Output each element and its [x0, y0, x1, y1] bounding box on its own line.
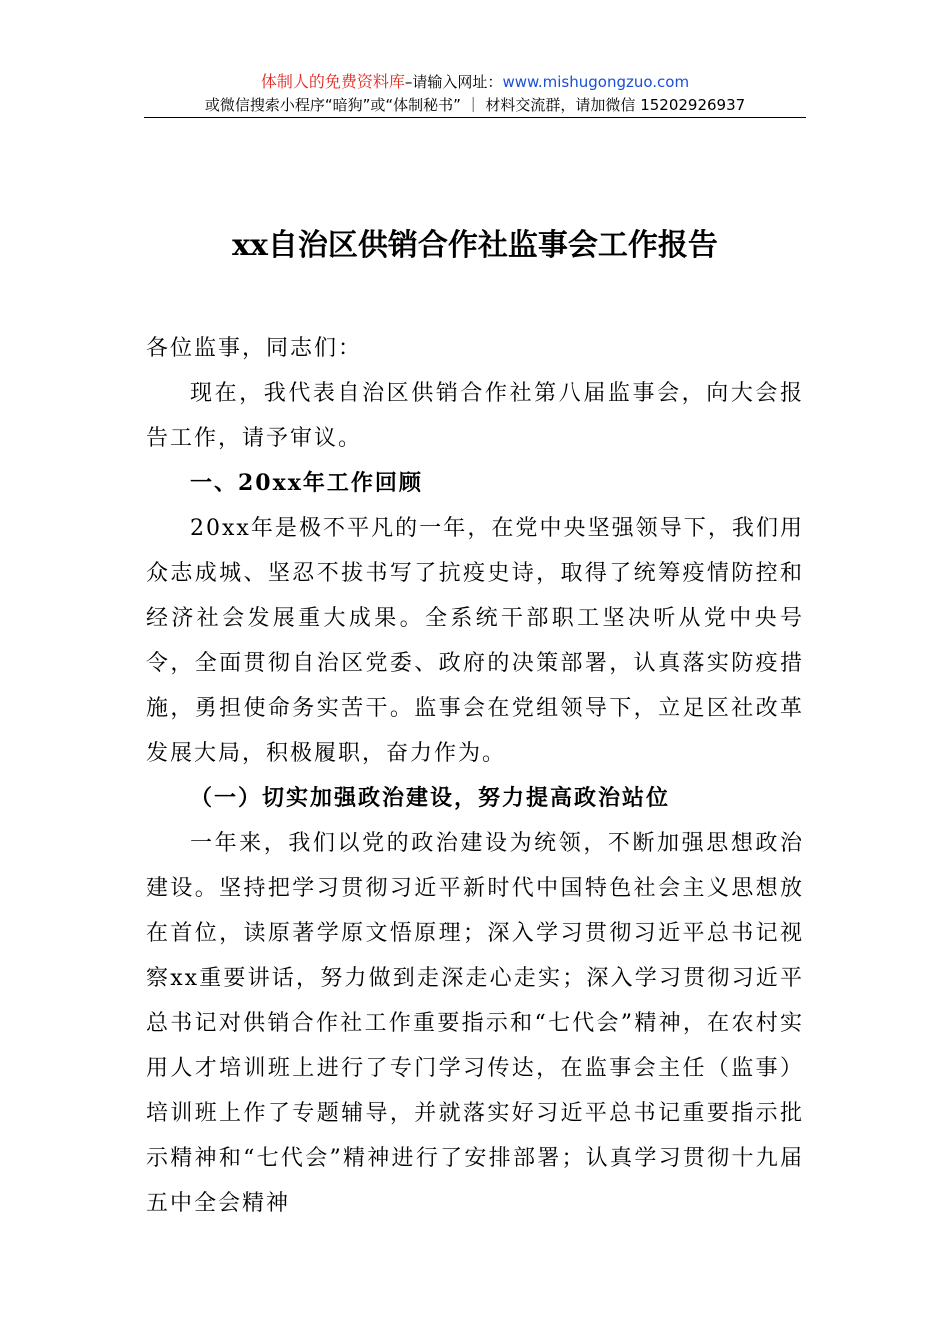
document-body: [146, 326, 804, 1226]
header-url-link[interactable]: www.mishugongzuo.com: [502, 73, 690, 91]
subsection-1-paragraph: 一年来，我们以党的政治建设为统领，不断加强思想政治建设。坚持把学习贯彻习近平新时代中国特色社会主义思想放在首位，读原著学原文悟原理；深入学习贯彻习近平总书记视察xx重要讲话，努力做到走深走心走实；深入学习贯彻习近平总书记对供销合作社工作重要指示和“七代会”精神，在农村实用人才培训班上进行了专门学习传达，在监事会主任（监事）培训班上作了专题辅导，并就落实好习近平总书记重要指示批示精神和“七代会”精神进行了安排部署；认真学习贯彻十九届五中全会精神: [146, 831, 804, 1216]
page-header: [144, 70, 806, 116]
subsection-heading-1: （一）切实加强政治建设，努力提高政治站位: [190, 785, 671, 811]
intro-paragraph: 现在，我代表自治区供销合作社第八届监事会，向大会报告工作，请予审议。: [146, 381, 804, 451]
header-separator: –: [404, 73, 413, 91]
header-line-1: [144, 70, 806, 94]
section-heading-1: 一、20xx年工作回顾: [190, 470, 423, 496]
header-divider: [144, 117, 806, 118]
header-brand: 体制人的免费资料库: [260, 72, 405, 91]
section-1-paragraph: 20xx年是极不平凡的一年，在党中央坚强领导下，我们用众志成城、坚忍不拔书写了抗疫史诗，取得了统筹疫情防控和经济社会发展重大成果。全系统干部职工坚决听从党中央号令，全面贯彻自治区党委、政府的决策部署，认真落实防疫措施，勇担使命务实苦干。监事会在党组领导下，立足区社改革发展大局，积极履职，奋力作为。: [146, 516, 804, 766]
header-line-2: 或微信搜索小程序“暗狗”或“体制秘书” ｜ 材料交流群，请加微信 15202926937: [204, 96, 746, 114]
header-url-prompt: 请输入网址：: [412, 73, 503, 91]
salutation: 各位监事，同志们：: [146, 336, 363, 361]
document-title: xx自治区供销合作社监事会工作报告: [232, 228, 718, 263]
